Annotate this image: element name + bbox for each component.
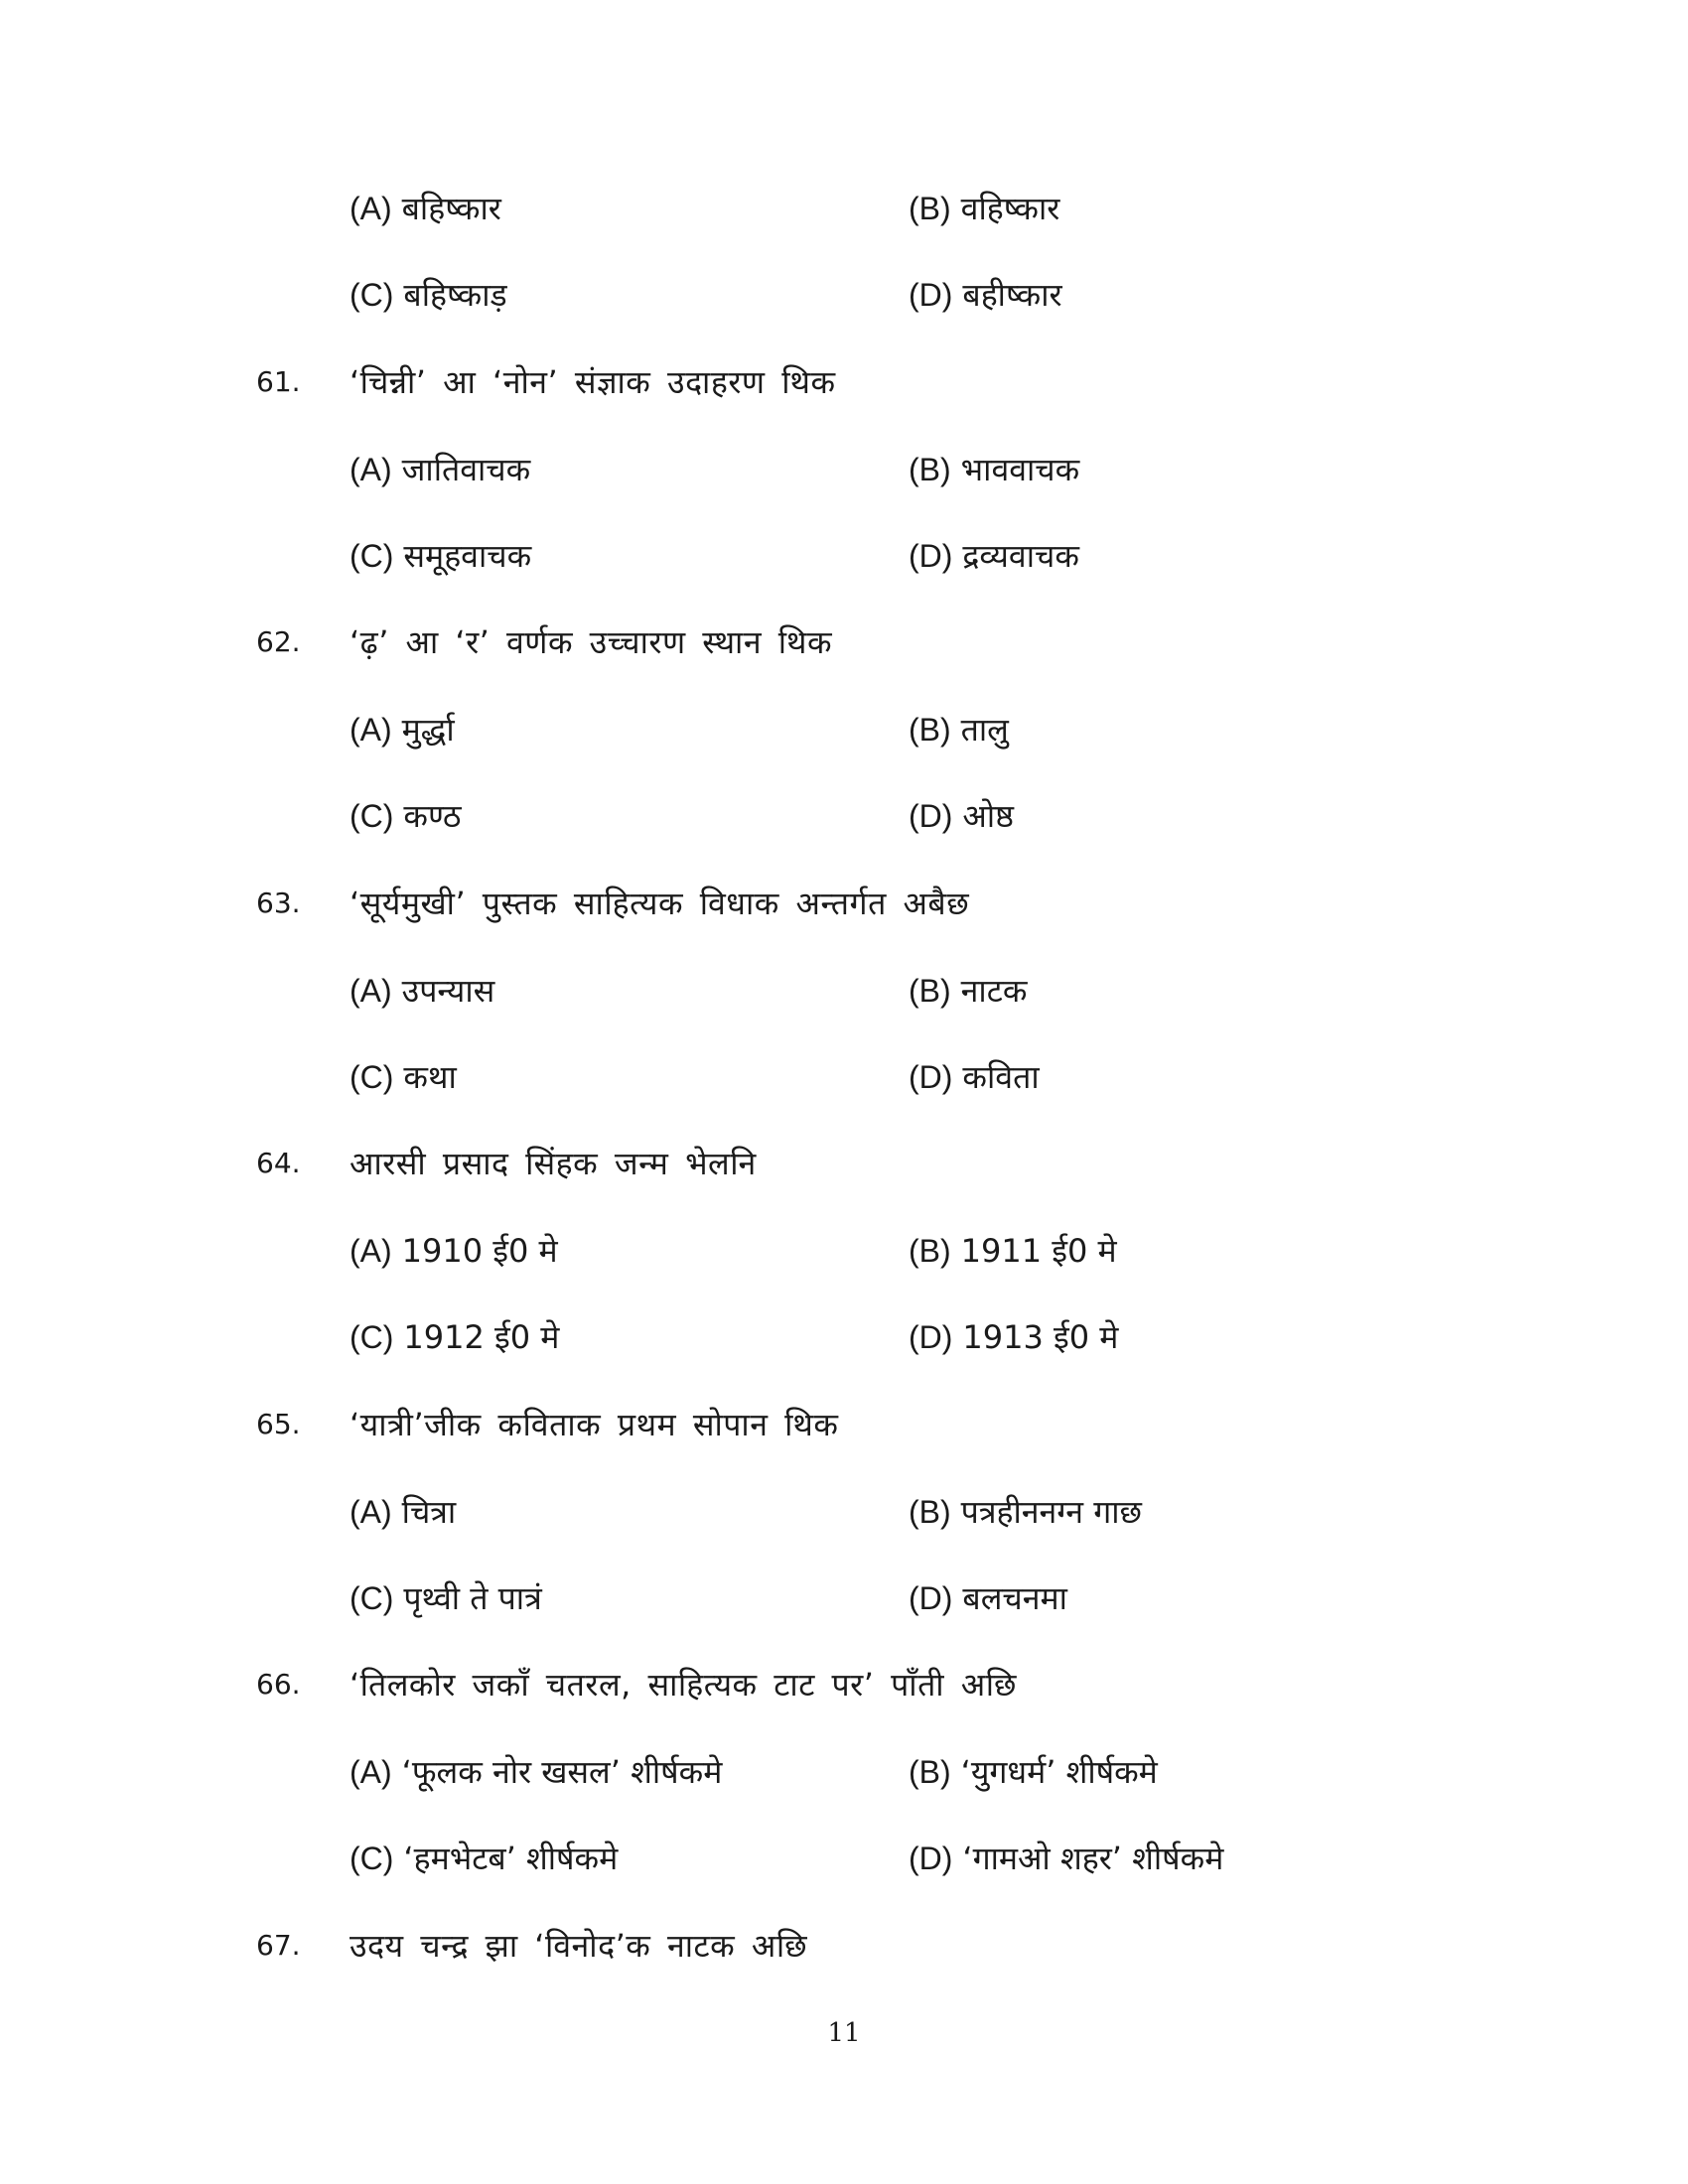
option-b: (B) 1911 ई0 मे — [909, 1232, 1117, 1270]
option-a: (A) ‘फूलक नोर खसल’ शीर्षकमे — [350, 1753, 723, 1791]
option-row — [0, 1047, 1688, 1107]
option-b: (B) तालु — [909, 711, 1009, 749]
question-number: 61. — [256, 365, 301, 398]
option-a: (A) जातिवाचक — [350, 451, 531, 488]
option-c: (C) 1912 ई0 मे — [350, 1318, 560, 1356]
option-row — [0, 1221, 1688, 1281]
option-c: (C) पृथ्वी ते पात्रं — [350, 1579, 542, 1617]
option-a: (A) चित्रा — [350, 1493, 457, 1531]
question-text: उदय चन्द्र झा ‘विनोद’क नाटक अछि — [350, 1927, 808, 1965]
question-number: 62. — [256, 625, 301, 658]
option-row — [0, 961, 1688, 1021]
question-number: 67. — [256, 1929, 301, 1962]
option-a: (A) बहिष्कार — [350, 190, 501, 227]
option-row — [0, 1829, 1688, 1888]
option-b: (B) पत्रहीननग्न गाछ — [909, 1493, 1142, 1531]
option-d: (D) 1913 ई0 मे — [909, 1318, 1119, 1356]
option-a: (A) मुर्द्धा — [350, 711, 455, 749]
option-b: (B) ‘युगधर्म’ शीर्षकमे — [909, 1753, 1158, 1791]
question-text: आरसी प्रसाद सिंहक जन्म भेलनि — [350, 1145, 757, 1182]
question-62 — [0, 613, 1688, 672]
page-number: 11 — [827, 2018, 861, 2048]
question-67 — [0, 1916, 1688, 1976]
option-d: (D) ओष्ठ — [909, 797, 1015, 835]
option-row — [0, 440, 1688, 499]
option-row — [0, 265, 1688, 325]
option-row — [0, 1307, 1688, 1367]
option-a: (A) 1910 ई0 मे — [350, 1232, 558, 1270]
question-number: 64. — [256, 1147, 301, 1179]
option-row — [0, 1569, 1688, 1628]
option-row — [0, 526, 1688, 586]
question-66 — [0, 1655, 1688, 1714]
option-row — [0, 700, 1688, 759]
option-row — [0, 1482, 1688, 1542]
option-d: (D) द्रव्यवाचक — [909, 537, 1079, 575]
question-number: 63. — [256, 887, 301, 919]
question-text: ‘यात्री’जीक कविताक प्रथम सोपान थिक — [350, 1406, 839, 1443]
question-text: ‘ढ़’ आ ‘र’ वर्णक उच्चारण स्थान थिक — [350, 623, 833, 661]
question-65 — [0, 1395, 1688, 1454]
option-b: (B) भाववाचक — [909, 451, 1080, 488]
option-row — [0, 786, 1688, 846]
option-row — [0, 179, 1688, 238]
option-d: (D) कविता — [909, 1058, 1040, 1096]
option-c: (C) समूहवाचक — [350, 537, 532, 575]
option-row — [0, 1742, 1688, 1802]
option-c: (C) बहिष्काड़ — [350, 276, 507, 314]
option-a: (A) उपन्यास — [350, 972, 495, 1010]
option-d: (D) ‘गामओ शहर’ शीर्षकमे — [909, 1840, 1224, 1877]
option-c: (C) कथा — [350, 1058, 457, 1096]
option-b: (B) नाटक — [909, 972, 1028, 1010]
question-number: 65. — [256, 1408, 301, 1440]
option-c: (C) ‘हमभेटब’ शीर्षकमे — [350, 1840, 619, 1877]
question-text: ‘सूर्यमुखी’ पुस्तक साहित्यक विधाक अन्तर्गत अबैछ — [350, 885, 970, 922]
question-63 — [0, 874, 1688, 933]
question-number: 66. — [256, 1668, 301, 1701]
option-b: (B) वहिष्कार — [909, 190, 1060, 227]
option-d: (D) बहीष्कार — [909, 276, 1062, 314]
question-text: ‘चिन्नी’ आ ‘नोन’ संज्ञाक उदाहरण थिक — [350, 363, 836, 401]
question-61 — [0, 352, 1688, 412]
question-text: ‘तिलकोर जकाँ चतरल, साहित्यक टाट पर’ पाँती अछि — [350, 1666, 1017, 1704]
question-64 — [0, 1134, 1688, 1193]
option-d: (D) बलचनमा — [909, 1579, 1067, 1617]
option-c: (C) कण्ठ — [350, 797, 462, 835]
